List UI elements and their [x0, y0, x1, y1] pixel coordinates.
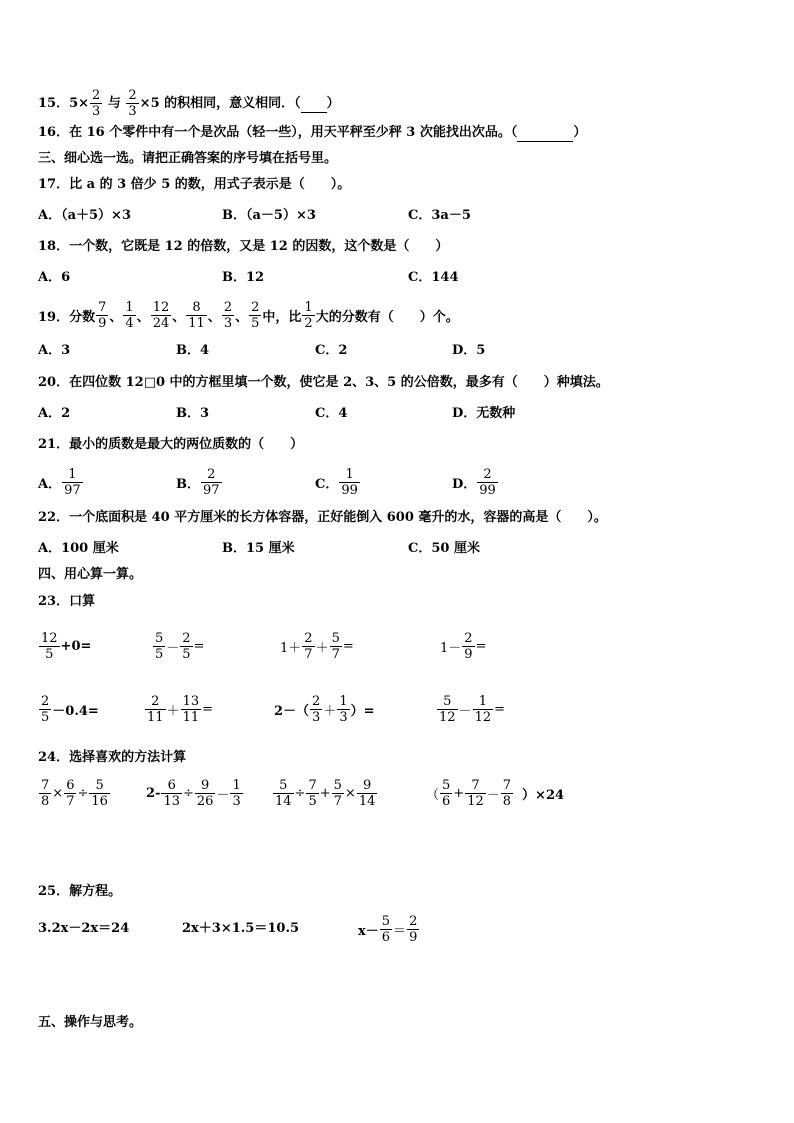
fraction: $\frac{1}{2}$ — [304, 299, 313, 331]
question-number: 15． — [38, 96, 70, 111]
option-c[interactable]: C．4 — [315, 406, 348, 421]
fraction: $\frac{2}{9}$ — [409, 913, 418, 945]
mental-calc-item: $\frac{2}{5}$ －0.4= — [41, 693, 99, 725]
fraction: $\frac{5}{7}$ — [333, 777, 342, 809]
separator: 、 — [109, 309, 123, 325]
section-5-heading: 五、操作与思考。 — [38, 1015, 143, 1030]
mental-calc-item: 1＋ $\frac{2}{7}$ ＋ $\frac{5}{7}$ = — [280, 630, 354, 662]
calc-expression: $\frac{7}{8}$ × $\frac{6}{7}$ ÷ $\frac{5}{16}$ — [41, 777, 108, 809]
equation-1: 3.2x－2x＝24 — [38, 921, 130, 936]
fraction: $\frac{12}{24}$ — [152, 299, 170, 331]
option-c[interactable]: C． $\frac{1}{99}$ — [315, 466, 358, 498]
option-d[interactable]: D． $\frac{2}{99}$ — [452, 466, 496, 498]
fraction: $\frac{1}{4}$ — [125, 299, 134, 331]
answer-blank[interactable] — [517, 125, 573, 142]
fraction: $\frac{2}{9}$ — [464, 630, 473, 662]
fraction: $\frac{5}{16}$ — [91, 777, 108, 809]
fraction: $\frac{7}{5}$ — [308, 777, 317, 809]
fraction: $\frac{8}{11}$ — [188, 299, 205, 331]
question-text: 中，比 — [262, 309, 302, 325]
fraction: $\frac{5}{6}$ — [442, 777, 451, 809]
fraction: $\frac{2}{11}$ — [147, 693, 164, 725]
option-c[interactable]: C．3a－5 — [408, 208, 471, 223]
option-d[interactable]: D．5 — [452, 343, 486, 358]
question-21-stem: 21．最小的质数是最大的两位质数的（ ） — [38, 437, 304, 452]
fraction: $\frac{6}{13}$ — [163, 777, 180, 809]
connector-text: 与 — [103, 96, 126, 111]
question-19-stem — [38, 297, 459, 333]
separator: 、 — [207, 309, 221, 325]
question-text: ×5 的积相同，意义相同．（ — [139, 96, 301, 111]
option-b[interactable]: B．15 厘米 — [222, 541, 295, 556]
answer-blank[interactable] — [301, 96, 327, 113]
option-b[interactable]: B．（a－5）×3 — [222, 208, 316, 223]
option-a[interactable]: A．2 — [38, 406, 71, 421]
question-text: 16．在 16 个零件中有一个是次品（轻一些），用天平秤至少秤 3 次能找出次品。（ — [38, 125, 518, 140]
fraction: $\frac{1}{3}$ — [232, 777, 241, 809]
question-22-stem: 22．一个底面积是 40 平方厘米的长方体容器，正好能倒入 600 毫升的水，容器的高是（ ）。 — [38, 510, 607, 525]
fraction: $\frac{2}{5}$ — [182, 630, 191, 662]
mental-calc-item: $\frac{12}{5}$ +0= — [41, 630, 92, 662]
fraction: $\frac{9}{26}$ — [196, 777, 214, 809]
fraction: $\frac{2}{3}$ — [128, 88, 137, 119]
mental-calc-item: 2－（ $\frac{2}{3}$ ＋ $\frac{1}{3}$ ）= — [274, 693, 375, 725]
fraction: $\frac{1}{3}$ — [339, 693, 348, 725]
separator: 、 — [172, 309, 186, 325]
calc-expression: 2- $\frac{6}{13}$ ÷ $\frac{9}{26}$ － $\frac{1}{3}$ — [146, 777, 241, 809]
option-a[interactable]: A．6 — [38, 270, 71, 285]
equation-2: 2x＋3×1.5＝10.5 — [182, 921, 300, 936]
option-b[interactable]: B．4 — [176, 343, 210, 358]
option-c[interactable]: C．2 — [315, 343, 348, 358]
fraction: $\frac{2}{3}$ — [92, 88, 101, 119]
fraction: $\frac{7}{8}$ — [41, 777, 50, 809]
fraction: $\frac{12}{5}$ — [41, 630, 58, 662]
mental-calc-item: $\frac{2}{11}$ ＋ $\frac{13}{11}$ = — [147, 693, 214, 725]
calc-expression: （ $\frac{5}{6}$ + $\frac{7}{12}$ － $\frac{7}{8}$ ）×24 — [426, 777, 565, 809]
question-20-stem: 20．在四位数 12□0 中的方框里填一个数，使它是 2、3、5 的公倍数，最多有（ ）种填法。 — [38, 375, 609, 390]
expression-text: 5× — [69, 96, 90, 111]
fraction: $\frac{5}{6}$ — [381, 913, 391, 945]
question-25-title: 25．解方程。 — [38, 884, 122, 899]
fraction: $\frac{2}{3}$ — [223, 299, 233, 331]
question-text: 19．分数 — [38, 309, 96, 325]
mental-calc-item: $\frac{5}{5}$ － $\frac{2}{5}$ = — [155, 630, 205, 662]
option-b[interactable]: B．3 — [176, 406, 210, 421]
option-b[interactable]: B．12 — [222, 270, 265, 285]
mental-calc-item: $\frac{5}{12}$ － $\frac{1}{12}$ = — [439, 693, 506, 725]
fraction: $\frac{1}{97}$ — [64, 466, 81, 498]
fraction: $\frac{6}{7}$ — [66, 777, 75, 809]
fraction: $\frac{5}{14}$ — [275, 777, 292, 809]
calc-expression: $\frac{5}{14}$ ÷ $\frac{7}{5}$ + $\frac{5}{7}$ × $\frac{9}{14}$ — [275, 777, 376, 809]
question-17-stem: 17．比 a 的 3 倍少 5 的数，用式子表示是（ ）。 — [38, 177, 351, 192]
fraction: $\frac{5}{12}$ — [439, 693, 456, 725]
option-c[interactable]: C．144 — [408, 270, 459, 285]
question-24-title: 24．选择喜欢的方法计算 — [38, 750, 187, 765]
fraction: $\frac{2}{99}$ — [479, 466, 496, 498]
question-16 — [38, 125, 586, 142]
option-a[interactable]: A． $\frac{1}{97}$ — [38, 466, 81, 498]
fraction: $\frac{2}{5}$ — [41, 693, 50, 725]
option-a[interactable]: A．（a＋5）×3 — [38, 208, 131, 223]
bracket-close: ） — [573, 125, 587, 140]
question-text: 大的分数有（ ）个。 — [315, 309, 459, 325]
question-18-stem: 18．一个数，它既是 12 的倍数，又是 12 的因数，这个数是（ ） — [38, 239, 449, 254]
mental-calc-item: 1－ $\frac{2}{9}$ = — [440, 630, 487, 662]
bracket-close: ） — [326, 96, 340, 111]
fraction: $\frac{5}{5}$ — [155, 630, 164, 662]
fraction: $\frac{7}{8}$ — [502, 777, 512, 809]
option-d[interactable]: D．无数种 — [452, 406, 516, 421]
fraction: $\frac{1}{99}$ — [341, 466, 358, 498]
fraction: $\frac{5}{7}$ — [331, 630, 340, 662]
fraction: $\frac{7}{12}$ — [467, 777, 484, 809]
fraction: $\frac{7}{9}$ — [98, 299, 107, 331]
question-23-title: 23．口算 — [38, 594, 96, 609]
section-4-heading: 四、用心算一算。 — [38, 567, 143, 582]
fraction: $\frac{2}{97}$ — [203, 466, 220, 498]
fraction: $\frac{13}{11}$ — [182, 693, 200, 725]
section-3-heading: 三、细心选一选。请把正确答案的序号填在括号里。 — [38, 151, 338, 166]
fraction: $\frac{1}{12}$ — [474, 693, 492, 725]
option-a[interactable]: A．3 — [38, 343, 71, 358]
separator: 、 — [235, 309, 249, 325]
fraction: $\frac{2}{3}$ — [312, 693, 321, 725]
fraction: $\frac{2}{5}$ — [251, 299, 260, 331]
option-b[interactable]: B． $\frac{2}{97}$ — [176, 466, 220, 498]
fraction: $\frac{2}{7}$ — [304, 630, 313, 662]
separator: 、 — [136, 309, 150, 325]
option-c[interactable]: C．50 厘米 — [408, 541, 480, 556]
option-a[interactable]: A．100 厘米 — [38, 541, 119, 556]
question-15 — [38, 88, 340, 119]
equation-3: x－ $\frac{5}{6}$ ＝ $\frac{2}{9}$ — [358, 913, 418, 945]
fraction: $\frac{9}{14}$ — [358, 777, 376, 809]
